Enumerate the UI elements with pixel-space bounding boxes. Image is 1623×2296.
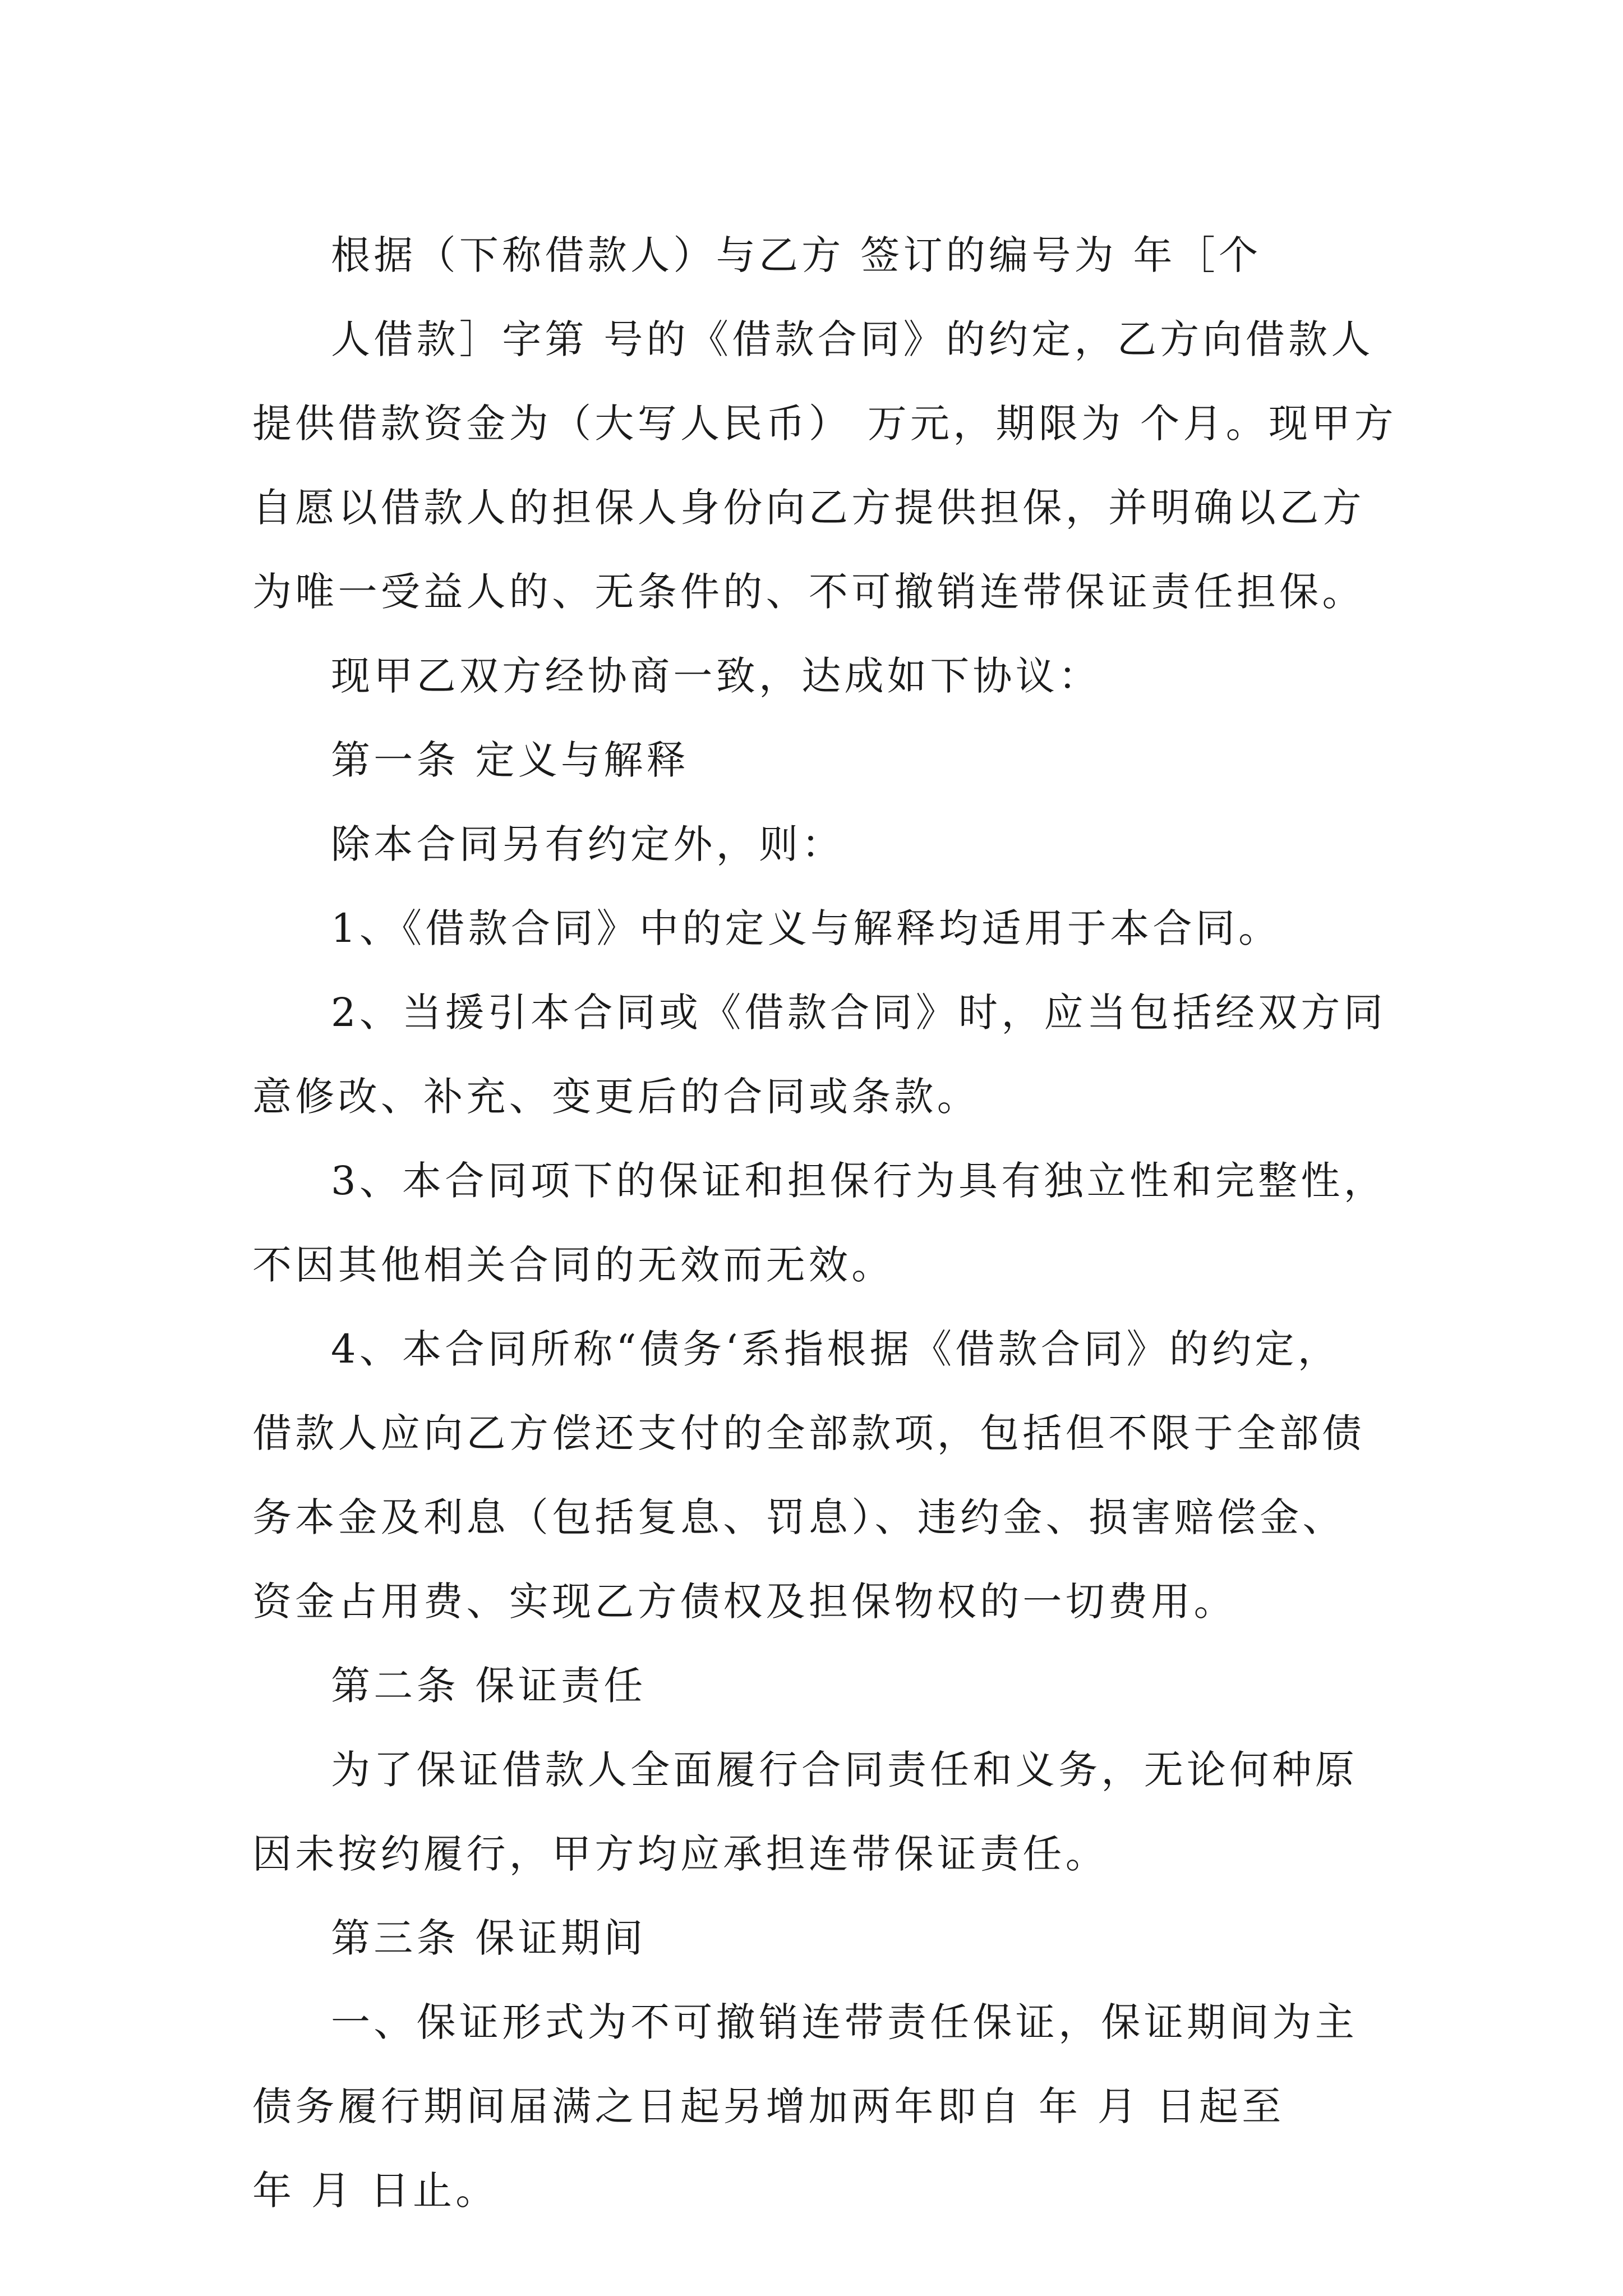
text-line: 为唯一受益人的、无条件的、不可撤销连带保证责任担保。: [252, 569, 1365, 615]
paragraph: [252, 213, 1380, 381]
document-body: [252, 213, 1397, 2233]
text-line: 4、本合同所称“债务‘系指根据《借款合同》的约定，: [331, 1326, 1341, 1372]
text-line: 人借款］字第 号的《借款合同》的约定，乙方向借款人: [331, 316, 1374, 362]
text-line: 1、《借款合同》中的定义与解释均适用于本合同。: [331, 905, 1281, 951]
text-line: 务本金及利息（包括复息、罚息）、违约金、损害赔偿金、: [252, 1494, 1345, 1540]
text-line: 债务履行期间届满之日起另增加两年即自 年 月 日起至: [252, 2083, 1285, 2129]
text-line: 第三条 保证期间: [331, 1915, 647, 1961]
text-line: 不因其他相关合同的无效而无效。: [252, 1242, 895, 1288]
text-line: 资金占用费、实现乙方债权及担保物权的一切费用。: [252, 1579, 1237, 1625]
paragraph: [252, 886, 1380, 970]
paragraph: [252, 802, 1380, 886]
text-line: 现甲乙双方经协商一致，达成如下协议：: [331, 653, 1101, 699]
text-line: 意修改、补充、变更后的合同或条款。: [252, 1074, 980, 1120]
section-heading: [252, 718, 1380, 802]
paragraph: [252, 634, 1380, 718]
paragraph: [252, 1139, 1387, 1307]
paragraph: [252, 970, 1387, 1139]
section-heading: [252, 1896, 1380, 1980]
text-line: 第一条 定义与解释: [331, 737, 689, 783]
text-line: 借款人应向乙方偿还支付的全部款项，包括但不限于全部债: [252, 1410, 1365, 1456]
text-line: 年 月 日止。: [252, 2168, 499, 2214]
text-line: 2、当援引本合同或《借款合同》时，应当包括经双方同: [331, 990, 1387, 1036]
text-line: 为了保证借款人全面履行合同责任和义务，无论何种原: [331, 1747, 1358, 1793]
text-line: 自愿以借款人的担保人身份向乙方提供担保，并明确以乙方: [252, 485, 1365, 531]
text-line: 提供借款资金为（大写人民币） 万元，期限为 个月。现甲方: [252, 401, 1397, 447]
section-heading: [252, 1644, 1380, 1728]
text-line: 一、保证形式为不可撤销连带责任保证，保证期间为主: [331, 1999, 1358, 2045]
text-line: 根据（下称借款人）与乙方 签订的编号为 年［个: [331, 232, 1262, 278]
text-line: 3、本合同项下的保证和担保行为具有独立性和完整性，: [331, 1158, 1387, 1204]
text-line: 第二条 保证责任: [331, 1663, 647, 1709]
paragraph: [252, 381, 1397, 634]
paragraph: [252, 1728, 1380, 1896]
paragraph: [252, 1980, 1380, 2233]
text-line: 因未按约履行，甲方均应承担连带保证责任。: [252, 1831, 1108, 1877]
text-line: 除本合同另有约定外，则：: [331, 821, 845, 867]
paragraph: [252, 1307, 1380, 1644]
